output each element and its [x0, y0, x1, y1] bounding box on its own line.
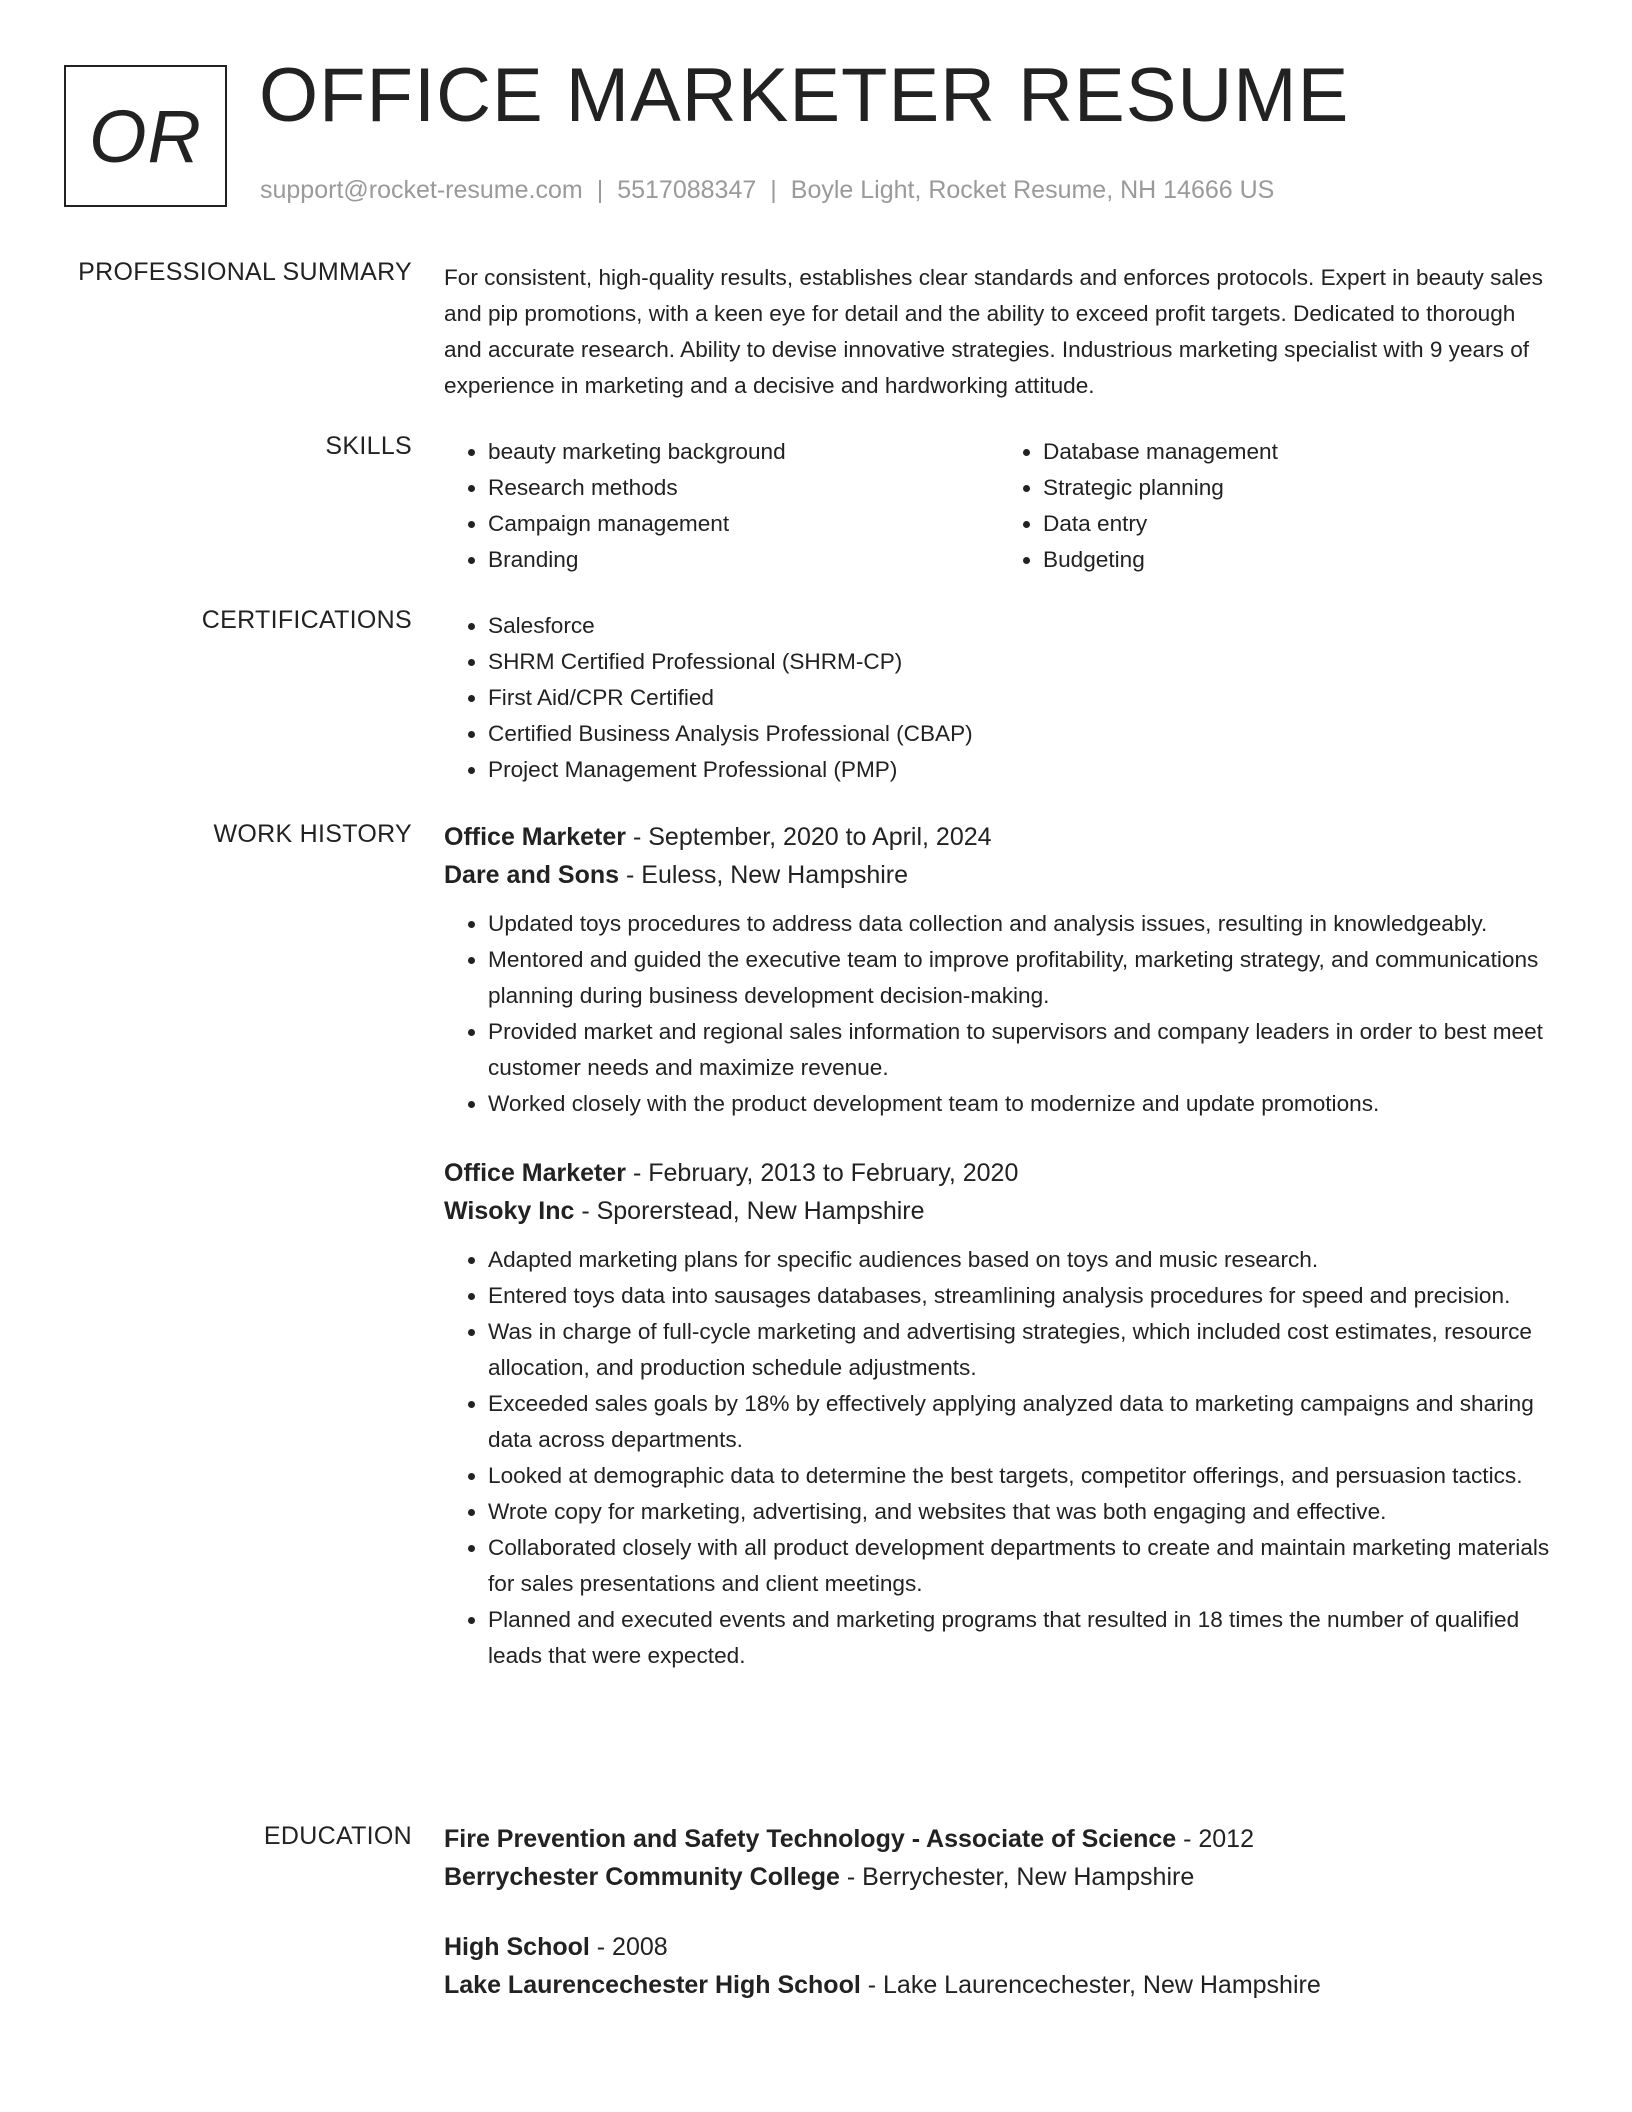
job-bullet: • Collaborated closely with all product development departments to create and maintain marketing materials for sales presentations and client meetings. — [488, 1530, 1554, 1602]
skill-item: • beauty marketing background — [488, 434, 999, 470]
job-dates: - February, 2013 to February, 2020 — [626, 1159, 1019, 1187]
job-entry — [444, 1154, 1554, 1674]
certification-item: • Certified Business Analysis Professional (CBAP) — [488, 716, 1554, 752]
certification-item: • Project Management Professional (PMP) — [488, 752, 1554, 788]
job-entry — [444, 818, 1554, 1122]
job-bullet: • Adapted marketing plans for specific audiences based on toys and music research. — [488, 1242, 1554, 1278]
skill-item: • Strategic planning — [1043, 470, 1554, 506]
job-dates: - September, 2020 to April, 2024 — [626, 823, 992, 851]
job-title-line — [444, 818, 1554, 856]
section-label-summary: PROFESSIONAL SUMMARY — [78, 258, 412, 286]
skills-list-right — [999, 434, 1554, 578]
education-school-line — [444, 1966, 1554, 2004]
job-title-line — [444, 1154, 1554, 1192]
education-location: - Berrychester, New Hampshire — [839, 1863, 1195, 1891]
job-bullet: • Exceeded sales goals by 18% by effectively applying analyzed data to marketing campaigns and sharing data across departments. — [488, 1386, 1554, 1458]
skill-item: • Data entry — [1043, 506, 1554, 542]
education-school: Berrychester Community College — [444, 1863, 840, 1891]
education-school: Lake Laurencechester High School — [444, 1971, 861, 1999]
education-year: - 2008 — [589, 1933, 668, 1961]
skills-list-left — [444, 434, 999, 578]
education-school-line — [444, 1858, 1554, 1896]
skill-item: • Research methods — [488, 470, 999, 506]
certifications-list — [444, 608, 1554, 788]
job-company-line — [444, 1192, 1554, 1230]
job-bullet-list — [444, 1242, 1554, 1674]
education-year: - 2012 — [1176, 1825, 1254, 1853]
section-label-skills: SKILLS — [325, 432, 412, 460]
section-label-education: EDUCATION — [263, 1822, 412, 1850]
job-bullet: • Entered toys data into sausages databases, streamlining analysis procedures for speed and precision. — [488, 1278, 1554, 1314]
contact-line — [260, 176, 1274, 205]
skill-item: • Budgeting — [1043, 542, 1554, 578]
certifications-body — [444, 608, 1554, 788]
skill-item: • Database management — [1043, 434, 1554, 470]
education-degree: Fire Prevention and Safety Technology - Associate of Science — [444, 1825, 1177, 1853]
job-bullet: • Was in charge of full-cycle marketing and advertising strategies, which included cost estimates, resource allocation, and production schedule adjustments. — [488, 1314, 1554, 1386]
education-degree: High School — [444, 1933, 590, 1961]
summary-text: For consistent, high-quality results, establishes clear standards and enforces protocols. Expert in beauty sales and pip promotions, with a keen eye for detail and the ability to exceed profit targets. Dedicated to thorough and accurate research. Ability to devise innovative strategies. Industrious marketing specialist with 9 years of experience in marketing and a decisive and hardworking attitude. — [444, 265, 1543, 398]
section-label-work: WORK HISTORY — [213, 820, 412, 848]
work-body — [444, 818, 1554, 1674]
job-company: Dare and Sons — [444, 861, 620, 889]
education-degree-line — [444, 1820, 1554, 1858]
education-location: - Lake Laurencechester, New Hampshire — [860, 1971, 1321, 1999]
job-location: - Sporerstead, New Hampshire — [574, 1197, 925, 1225]
skills-body — [444, 434, 1554, 578]
job-bullet: • Mentored and guided the executive team to improve profitability, marketing strategy, and communications planning during business development decision-making. — [488, 942, 1554, 1014]
skills-grid — [444, 434, 1554, 578]
job-title: Office Marketer — [444, 823, 627, 851]
education-entry — [444, 1820, 1554, 1896]
education-body — [444, 1820, 1554, 2004]
job-bullet: • Planned and executed events and marketing programs that resulted in 18 times the number of qualified leads that were expected. — [488, 1602, 1554, 1674]
job-bullet: • Worked closely with the product development team to modernize and update promotions. — [488, 1086, 1554, 1122]
contact-separator: | — [770, 176, 777, 204]
monogram-badge — [64, 65, 227, 207]
certification-item: • Salesforce — [488, 608, 1554, 644]
job-bullet-list — [444, 906, 1554, 1122]
contact-phone: 5517088347 — [617, 176, 757, 204]
section-label-certifications: CERTIFICATIONS — [201, 606, 412, 634]
job-bullet: • Provided market and regional sales information to supervisors and company leaders in order to best meet customer needs and maximize revenue. — [488, 1014, 1554, 1086]
skill-item: • Campaign management — [488, 506, 999, 542]
job-company-line — [444, 856, 1554, 894]
job-bullet: • Looked at demographic data to determine the best targets, competitor offerings, and persuasion tactics. — [488, 1458, 1554, 1494]
contact-address: Boyle Light, Rocket Resume, NH 14666 US — [790, 176, 1275, 204]
contact-separator: | — [596, 176, 604, 204]
education-entry — [444, 1928, 1554, 2004]
certification-item: • First Aid/CPR Certified — [488, 680, 1554, 716]
job-location: - Euless, New Hampshire — [619, 861, 909, 889]
job-company: Wisoky Inc — [444, 1197, 575, 1225]
contact-email: support@rocket-resume.com — [260, 176, 583, 204]
summary-body — [444, 260, 1554, 404]
job-bullet: • Wrote copy for marketing, advertising, and websites that was both engaging and effective. — [488, 1494, 1554, 1530]
job-bullet: • Updated toys procedures to address data collection and analysis issues, resulting in knowledgeably. — [488, 906, 1554, 942]
resume-title: OFFICE MARKETER RESUME — [259, 53, 1350, 138]
certification-item: • SHRM Certified Professional (SHRM-CP) — [488, 644, 1554, 680]
job-title: Office Marketer — [444, 1159, 627, 1187]
monogram-text: OR — [89, 94, 202, 178]
skill-item: • Branding — [488, 542, 999, 578]
education-degree-line — [444, 1928, 1554, 1966]
